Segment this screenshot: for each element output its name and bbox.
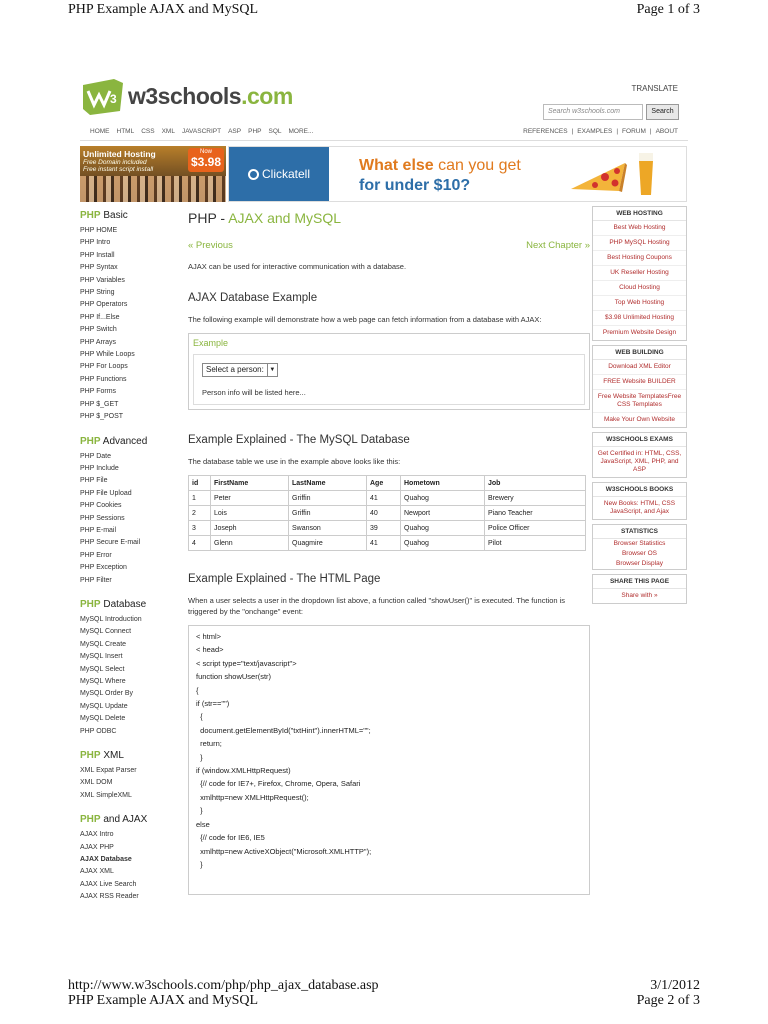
sidebar-item-php-switch[interactable]: PHP Switch <box>80 326 117 334</box>
sidebar-item-php-string[interactable]: PHP String <box>80 289 115 297</box>
ad-question-line2: for under $10? <box>359 177 471 194</box>
cell: Lois <box>211 506 289 521</box>
person-info-text: Person info will be listed here... <box>202 388 306 397</box>
nav-heading-prefix: PHP <box>80 210 101 221</box>
link-top-web-hosting[interactable]: Top Web Hosting <box>593 296 686 311</box>
sidebar-item-php-filter[interactable]: PHP Filter <box>80 576 112 584</box>
print-footer-title: PHP Example AJAX and MySQL <box>68 993 259 1008</box>
topnav-php[interactable]: PHP <box>248 128 262 135</box>
logo-tld: .com <box>241 82 293 109</box>
col-firstname: FirstName <box>211 476 289 491</box>
sidebar-item-php-for-loops[interactable]: PHP For Loops <box>80 363 128 371</box>
link-php-mysql-hosting[interactable]: PHP MySQL Hosting <box>593 236 686 251</box>
nav-heading-prefix: PHP <box>80 814 101 826</box>
sidebar-item-ajax-php[interactable]: AJAX PHP <box>80 843 114 851</box>
link-get-certified[interactable]: Get Certified in: HTML, CSS, JavaScript, XML, PHP, and ASP <box>597 450 682 473</box>
exams-box <box>592 432 687 478</box>
code-line: {// code for IE6, IE5 <box>196 833 265 843</box>
example-output <box>193 354 585 405</box>
nav-heading-prefix: PHP <box>80 598 101 610</box>
search-button[interactable]: Search <box>646 104 679 120</box>
topnav-html[interactable]: HTML <box>116 128 135 135</box>
cell: 4 <box>189 536 211 551</box>
heading-html-page: Example Explained - The HTML Page <box>188 573 381 585</box>
intro-text: AJAX can be used for interactive communication with a database. <box>188 262 407 271</box>
cell: 41 <box>367 536 401 551</box>
chevron-down-icon: ▼ <box>267 364 277 376</box>
sidebar-item-ajax-database[interactable]: AJAX Database <box>80 856 132 864</box>
print-footer-row-1 <box>68 978 700 993</box>
refnav-forum[interactable]: FORUM <box>622 128 646 135</box>
sidebar-item-php-date[interactable]: PHP Date <box>80 452 111 460</box>
code-line: < html> <box>196 632 222 641</box>
sidebar-item-php-exception[interactable]: PHP Exception <box>80 564 127 572</box>
logo-text <box>128 83 293 110</box>
print-header <box>68 2 700 18</box>
crowd-image <box>80 176 226 202</box>
sidebar-item-ajax-live-search[interactable]: AJAX Live Search <box>80 880 137 888</box>
link-share-with[interactable]: Share with » <box>621 592 658 599</box>
right-sidebar <box>592 206 687 608</box>
col-id: id <box>189 476 211 491</box>
share-heading: SHARE THIS PAGE <box>593 575 686 589</box>
sidebar-item-php-email[interactable]: PHP E-mail <box>80 526 117 534</box>
pizza-icon <box>569 159 627 193</box>
ad-question-rest: can you get <box>433 157 521 174</box>
col-lastname: LastName <box>289 476 367 491</box>
link-cloud-hosting[interactable]: Cloud Hosting <box>593 281 686 296</box>
table-row <box>189 521 586 536</box>
logo-main: w3schools <box>128 82 242 109</box>
ad-question-line1 <box>359 157 521 175</box>
sidebar-item-xml-expat-parser[interactable]: XML Expat Parser <box>80 767 137 775</box>
cell: Peter <box>211 491 289 506</box>
ad-question-bold: What else <box>359 157 434 174</box>
sidebar-item-mysql-introduction[interactable]: MySQL Introduction <box>80 615 142 623</box>
topnav-javascript[interactable]: JAVASCRIPT <box>181 128 222 135</box>
print-footer <box>68 978 700 1008</box>
code-line: { <box>196 712 203 722</box>
main-content <box>188 210 590 895</box>
heading-mysql-database: Example Explained - The MySQL Database <box>188 434 410 446</box>
code-line: if (str=="") <box>196 699 230 709</box>
beer-glass-icon <box>637 151 655 197</box>
code-line: < head> <box>196 645 224 655</box>
print-footer-date: 3/1/2012 <box>650 978 700 993</box>
nav-heading-prefix: PHP <box>80 435 101 447</box>
chapter-nav <box>188 240 590 251</box>
person-select-value: Select a person: <box>206 365 264 374</box>
sidebar-item-php-sessions[interactable]: PHP Sessions <box>80 514 125 522</box>
code-line: else <box>196 819 210 829</box>
previous-link[interactable]: « Previous <box>188 240 233 251</box>
example-description: The following example will demonstrate how a web page can fetch information from a database with AJAX: <box>188 315 542 324</box>
cell: Brewery <box>485 491 586 506</box>
page-title-highlight: AJAX and MySQL <box>228 210 342 226</box>
hosting-ad-banner[interactable] <box>80 146 226 202</box>
code-line: { <box>196 685 199 695</box>
link-browser-statistics[interactable]: Browser Statistics <box>613 540 666 547</box>
nav-heading-title: Advanced <box>100 435 148 447</box>
sidebar-item-php-get[interactable]: PHP $_GET <box>80 400 119 408</box>
page-title-prefix: PHP - <box>188 210 229 226</box>
code-line: if (window.XMLHttpRequest) <box>196 766 291 776</box>
refnav-sep: | <box>616 128 619 135</box>
hosting-price-badge <box>188 148 224 172</box>
web-hosting-box <box>592 206 687 341</box>
cell: Quahog <box>401 491 485 506</box>
cell: 3 <box>189 521 211 536</box>
cell: Newport <box>401 506 485 521</box>
link-browser-os[interactable]: Browser OS <box>621 550 658 557</box>
link-unlimited-hosting[interactable]: $3.98 Unlimited Hosting <box>593 311 686 326</box>
statistics-box <box>592 524 687 570</box>
sidebar-item-xml-simplexml[interactable]: XML SimpleXML <box>80 791 132 799</box>
web-building-heading: WEB BUILDING <box>593 346 686 360</box>
person-select[interactable] <box>202 363 278 377</box>
sidebar-item-php-post[interactable]: PHP $_POST <box>80 413 124 421</box>
nav-heading-php-ajax <box>80 814 180 825</box>
sidebar-item-php-cookies[interactable]: PHP Cookies <box>80 502 122 510</box>
code-line: } <box>196 752 203 762</box>
books-heading: W3SCHOOLS BOOKS <box>593 483 686 497</box>
nav-heading-title: Database <box>100 598 147 610</box>
clickatell-circle-icon <box>248 169 259 180</box>
logo[interactable] <box>80 72 310 120</box>
topnav-xml[interactable]: XML <box>161 128 175 135</box>
link-make-your-own-website[interactable]: Make Your Own Website <box>603 416 676 423</box>
sidebar-item-php-error[interactable]: PHP Error <box>80 551 112 559</box>
print-footer-page: Page 2 of 3 <box>636 993 700 1008</box>
print-footer-url: http://www.w3schools.com/php/php_ajax_database.asp <box>68 978 379 993</box>
code-line: function showUser(str) <box>196 672 272 682</box>
cell: 1 <box>189 491 211 506</box>
hosting-ad-title: Unlimited Hosting <box>83 149 156 159</box>
sidebar-item-php-install[interactable]: PHP Install <box>80 251 115 259</box>
code-block <box>188 625 590 895</box>
cell: Griffin <box>289 506 367 521</box>
link-free-website-templates[interactable]: Free Website TemplatesFree CSS Templates <box>593 390 686 413</box>
link-download-xml-editor[interactable]: Download XML Editor <box>593 360 686 375</box>
topnav-sql[interactable]: SQL <box>268 128 282 135</box>
sidebar-item-mysql-delete[interactable]: MySQL Delete <box>80 715 126 723</box>
sidebar-item-php-file-upload[interactable]: PHP File Upload <box>80 489 132 497</box>
refnav-sep: | <box>571 128 574 135</box>
web-building-box <box>592 345 687 428</box>
hosting-now: Now <box>199 149 212 155</box>
link-free-website-builder[interactable]: FREE Website BUILDER <box>593 375 686 390</box>
clickatell-ad-banner[interactable] <box>228 146 687 202</box>
print-header-page: Page 1 of 3 <box>636 2 700 17</box>
translate-link[interactable]: TRANSLATE <box>631 84 678 93</box>
sidebar-item-mysql-select[interactable]: MySQL Select <box>80 665 125 673</box>
cell: 41 <box>367 491 401 506</box>
refnav-examples[interactable]: EXAMPLES <box>577 128 613 135</box>
code-line: {// code for IE7+, Firefox, Chrome, Opera, Safari <box>196 779 361 789</box>
sidebar-item-php-variables[interactable]: PHP Variables <box>80 276 125 284</box>
nav-heading-prefix: PHP <box>80 750 101 762</box>
link-best-web-hosting[interactable]: Best Web Hosting <box>593 221 686 236</box>
link-premium-website-design[interactable]: Premium Website Design <box>602 329 677 336</box>
print-footer-row-2 <box>68 993 700 1008</box>
refnav-about[interactable]: ABOUT <box>655 128 678 135</box>
sidebar-item-mysql-order-by[interactable]: MySQL Order By <box>80 690 134 698</box>
html-description: When a user selects a user in the dropdown list above, a function called "showUser()" is executed. The function is triggered by the "onchange" event: <box>188 596 566 616</box>
web-hosting-heading: WEB HOSTING <box>593 207 686 221</box>
sidebar-item-mysql-where[interactable]: MySQL Where <box>80 678 126 685</box>
sidebar-item-php-intro[interactable]: PHP Intro <box>80 239 111 247</box>
cell: Swanson <box>289 521 367 536</box>
w3-logo-icon <box>80 73 126 119</box>
top-nav <box>90 128 313 135</box>
topnav-more[interactable]: MORE... <box>288 128 314 135</box>
table-row <box>189 506 586 521</box>
nav-heading-title: XML <box>100 750 124 762</box>
link-uk-reseller-hosting[interactable]: UK Reseller Hosting <box>593 266 686 281</box>
table-row <box>189 491 586 506</box>
cell: Griffin <box>289 491 367 506</box>
link-browser-display[interactable]: Browser Display <box>616 560 663 567</box>
topnav-asp[interactable]: ASP <box>228 128 242 135</box>
nav-heading-title: and AJAX <box>100 814 148 826</box>
books-box <box>592 482 687 520</box>
next-chapter-link[interactable]: Next Chapter » <box>526 240 590 251</box>
sidebar-item-php-home[interactable]: PHP HOME <box>80 227 118 234</box>
share-box <box>592 574 687 604</box>
refnav-sep: | <box>649 128 652 135</box>
link-best-hosting-coupons[interactable]: Best Hosting Coupons <box>593 251 686 266</box>
sidebar-item-mysql-update[interactable]: MySQL Update <box>80 702 128 710</box>
cell: Joseph <box>211 521 289 536</box>
clickatell-text: Clickatell <box>261 167 310 181</box>
left-sidebar <box>80 210 180 904</box>
code-line: return; <box>196 739 222 749</box>
sidebar-item-php-functions[interactable]: PHP Functions <box>80 375 127 383</box>
refnav-references[interactable]: REFERENCES <box>523 128 568 135</box>
col-job: Job <box>485 476 586 491</box>
sidebar-item-mysql-insert[interactable]: MySQL Insert <box>80 653 123 661</box>
search-input[interactable]: Search w3schools.com <box>543 104 643 120</box>
topnav-home[interactable]: HOME <box>90 128 110 135</box>
svg-text:3: 3 <box>110 92 117 106</box>
header-divider <box>80 140 688 141</box>
code-line: xmlhttp=new ActiveXObject("Microsoft.XMLHTTP"); <box>196 846 372 856</box>
sidebar-item-php-while-loops[interactable]: PHP While Loops <box>80 351 135 359</box>
heading-ajax-database-example: AJAX Database Example <box>188 292 318 304</box>
topnav-css[interactable]: CSS <box>141 128 155 135</box>
cell: Quagmire <box>289 536 367 551</box>
cell: 2 <box>189 506 211 521</box>
example-box <box>188 333 590 410</box>
print-header-title: PHP Example AJAX and MySQL <box>68 2 259 17</box>
clickatell-logo <box>229 147 329 201</box>
code-line: document.getElementById("txtHint").innerHTML=""; <box>196 725 371 735</box>
cell: Pilot <box>485 536 586 551</box>
sidebar-item-php-syntax[interactable]: PHP Syntax <box>80 264 118 272</box>
nav-heading-php-xml <box>80 750 180 761</box>
cell: Quahog <box>401 521 485 536</box>
sidebar-item-mysql-connect[interactable]: MySQL Connect <box>80 628 132 636</box>
hosting-price: $3.98 <box>190 155 222 169</box>
sidebar-item-ajax-xml[interactable]: AJAX XML <box>80 868 114 876</box>
sidebar-item-ajax-rss-reader[interactable]: AJAX RSS Reader <box>80 893 139 901</box>
sidebar-item-php-include[interactable]: PHP Include <box>80 464 119 472</box>
hosting-ad-line2: Free instant script install <box>83 166 154 173</box>
code-line: xmlhttp=new XMLHttpRequest(); <box>196 792 309 802</box>
sidebar-item-php-operators[interactable]: PHP Operators <box>80 301 128 309</box>
link-new-books[interactable]: New Books: HTML, CSS JavaScript, and Ajax <box>603 500 676 515</box>
nav-heading-php-database <box>80 599 180 610</box>
sidebar-item-xml-dom[interactable]: XML DOM <box>80 779 113 787</box>
cell: Glenn <box>211 536 289 551</box>
sidebar-item-php-forms[interactable]: PHP Forms <box>80 388 117 396</box>
sidebar-item-php-odbc[interactable]: PHP ODBC <box>80 727 117 735</box>
statistics-heading: STATISTICS <box>593 525 686 539</box>
sidebar-item-ajax-intro[interactable]: AJAX Intro <box>80 831 114 839</box>
table-description: The database table we use in the example above looks like this: <box>188 457 401 466</box>
hosting-ad-line1: Free Domain included <box>83 159 147 166</box>
code-line: < script type="text/javascript"> <box>196 658 297 668</box>
example-label: Example <box>193 338 229 348</box>
sidebar-item-mysql-create[interactable]: MySQL Create <box>80 640 127 648</box>
cell: Police Officer <box>485 521 586 536</box>
col-hometown: Hometown <box>401 476 485 491</box>
code-line: } <box>196 806 203 816</box>
sidebar-item-php-file[interactable]: PHP File <box>80 477 108 485</box>
cell: Quahog <box>401 536 485 551</box>
sidebar-item-php-if-else[interactable]: PHP If...Else <box>80 313 120 321</box>
ref-nav <box>523 128 678 135</box>
persons-table <box>188 475 586 551</box>
sidebar-item-php-secure-email[interactable]: PHP Secure E-mail <box>80 539 141 547</box>
nav-heading-title: Basic <box>100 210 128 221</box>
table-header-row <box>189 476 586 491</box>
col-age: Age <box>367 476 401 491</box>
cell: Piano Teacher <box>485 506 586 521</box>
nav-heading-php-advanced <box>80 436 180 447</box>
exams-heading: W3SCHOOLS EXAMS <box>593 433 686 447</box>
nav-heading-php-basic <box>80 210 180 221</box>
sidebar-item-php-arrays[interactable]: PHP Arrays <box>80 338 117 346</box>
table-row <box>189 536 586 551</box>
page-title <box>188 210 590 226</box>
cell: 40 <box>367 506 401 521</box>
cell: 39 <box>367 521 401 536</box>
code-line: } <box>196 859 203 869</box>
